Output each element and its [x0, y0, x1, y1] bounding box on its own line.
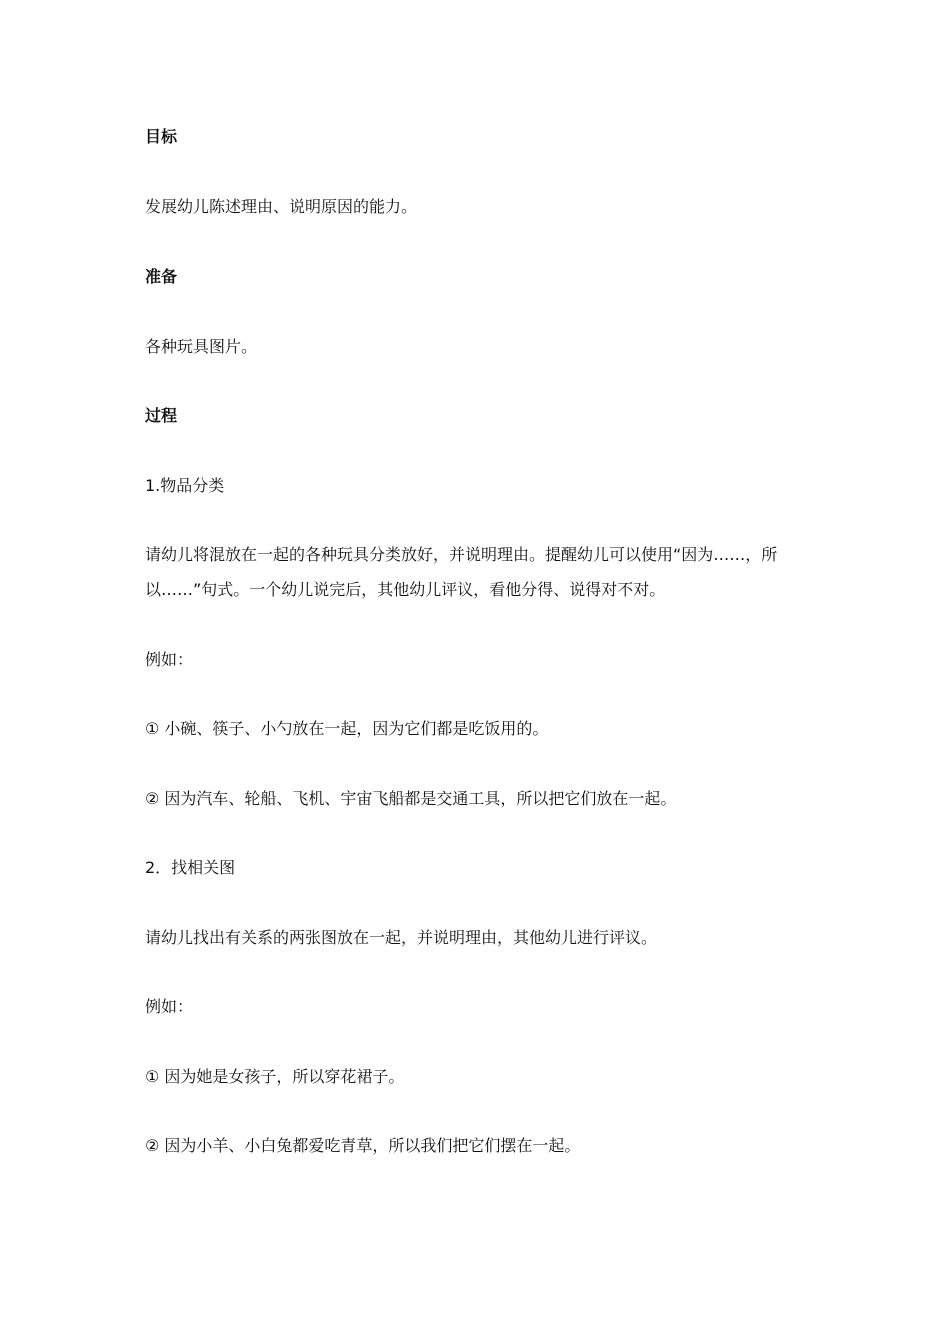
step2-example-1: ① 因为她是女孩子，所以穿花裙子。 — [145, 1067, 405, 1086]
step1-desc-line2: 以……”句式。一个幼儿说完后，其他幼儿评议，看他分得、说得对不对。 — [145, 580, 666, 599]
document-page — [145, 0, 810, 1344]
step2-desc: 请幼儿找出有关系的两张图放在一起，并说明理由，其他幼儿进行评议。 — [145, 928, 658, 947]
step2-example-label: 例如： — [145, 997, 194, 1016]
step2-example-2: ② 因为小羊、小白兔都爱吃青草，所以我们把它们摆在一起。 — [145, 1136, 581, 1155]
prep-text: 各种玩具图片。 — [145, 337, 258, 356]
heading-goal: 目标 — [145, 127, 178, 146]
step2-title: 2．找相关图 — [145, 858, 236, 877]
step1-title: 1.物品分类 — [145, 476, 225, 495]
heading-process: 过程 — [145, 406, 178, 425]
step1-desc-line1: 请幼儿将混放在一起的各种玩具分类放好，并说明理由。提醒幼儿可以使用“因为……，所 — [145, 545, 778, 564]
step1-example-2: ② 因为汽车、轮船、飞机、宇宙飞船都是交通工具，所以把它们放在一起。 — [145, 789, 677, 808]
heading-prep: 准备 — [145, 267, 178, 286]
goal-text: 发展幼儿陈述理由、说明原因的能力。 — [145, 197, 418, 216]
step1-example-1: ① 小碗、筷子、小勺放在一起，因为它们都是吃饭用的。 — [145, 719, 549, 738]
step1-example-label: 例如： — [145, 650, 194, 669]
